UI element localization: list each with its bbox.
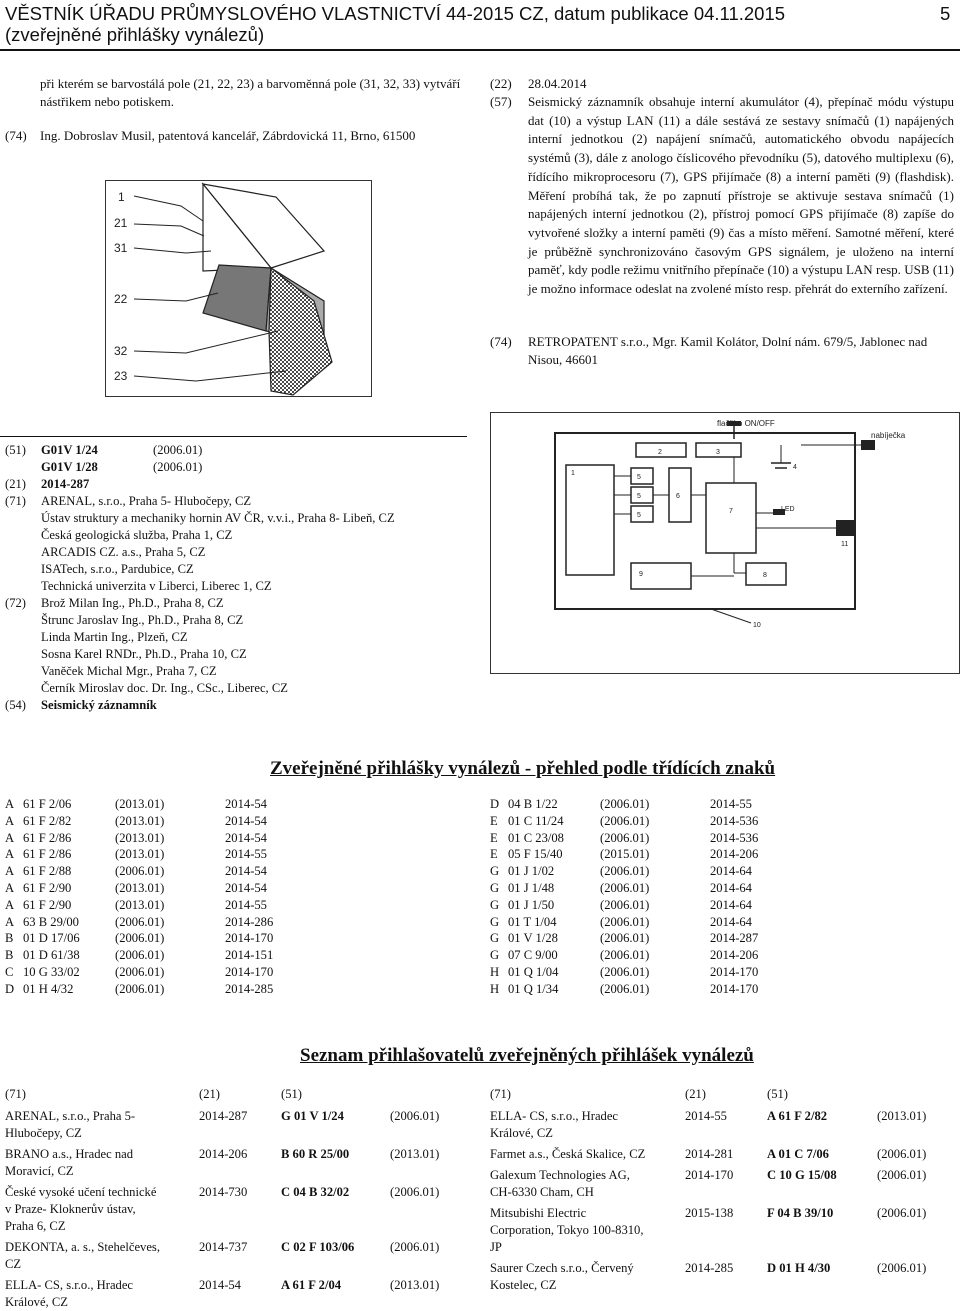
- class-code: C 02 F 103/06: [281, 1240, 355, 1254]
- class-code: 01 V 1/28: [508, 931, 558, 946]
- applicant-name: Praha 6, CZ: [5, 1219, 66, 1233]
- class-code: 04 B 1/22: [508, 797, 558, 811]
- code-54: (54): [5, 698, 26, 712]
- page-number: 5: [940, 3, 951, 24]
- class-code: 01 H 4/32: [23, 981, 74, 996]
- fig-label-1: 1: [118, 190, 125, 204]
- application-number: 2014-54: [225, 881, 267, 895]
- code-51: (51): [5, 443, 26, 457]
- fig-label-22: 22: [114, 292, 128, 306]
- application-number: 2014-206: [710, 948, 759, 963]
- class-version: (2013.01): [115, 830, 165, 845]
- code-57: (57): [490, 94, 512, 109]
- applicant-name: ELLA- CS, s.r.o., Hradec: [5, 1278, 134, 1292]
- section-letter: C: [5, 965, 14, 979]
- svg-text:11: 11: [841, 541, 849, 548]
- applicant-name: Saurer Czech s.r.o., Červený: [490, 1261, 634, 1275]
- svg-text:4: 4: [793, 464, 797, 471]
- application-number: 2014-54: [225, 797, 267, 811]
- header-title: VĚSTNÍK ÚŘADU PRŮMYSLOVÉHO VLASTNICTVÍ 44-2015 CZ, datum publikace 04.11.2015: [5, 3, 786, 24]
- application-number: 2014-55: [225, 847, 267, 862]
- class-version: (2006.01): [115, 981, 165, 996]
- section-letter: A: [5, 864, 15, 879]
- class-version: (2006.01): [600, 864, 650, 879]
- application-number: 2014-285: [225, 981, 274, 996]
- class-code: A 01 C 7/06: [767, 1147, 829, 1161]
- class-code: F 04 B 39/10: [767, 1206, 834, 1220]
- inventor: Vaněček Michal Mgr., Praha 7, CZ: [41, 664, 217, 678]
- inventor: Brož Milan Ing., Ph.D., Praha 8, CZ: [41, 596, 224, 610]
- classification-list-right: [490, 796, 950, 1006]
- section-letter: E: [490, 830, 498, 845]
- application-number: 2014-64: [710, 864, 752, 879]
- class-version: (2013.01): [115, 881, 165, 895]
- class-version: (2006.01): [115, 864, 165, 879]
- class-code: C 10 G 15/08: [767, 1168, 837, 1182]
- code-21: (21): [5, 477, 26, 491]
- class-version: (2013.01): [390, 1278, 440, 1292]
- section-letter: A: [5, 797, 15, 811]
- svg-text:5: 5: [637, 512, 641, 519]
- class-version: (2006.01): [115, 948, 165, 963]
- application-number: 2014-55: [710, 797, 752, 811]
- applicant-list-right: [490, 1086, 955, 1306]
- class-version: (2006.01): [877, 1147, 927, 1161]
- prev-entry-text: při kterém se barvostálá pole (21, 22, 23) a barvoměnná pole (31, 32, 33) vytváří nástřikem nebo potiskem.: [40, 76, 461, 109]
- section-letter: H: [490, 965, 500, 979]
- section-letter: B: [5, 948, 14, 963]
- application-number: 2015-138: [685, 1206, 734, 1220]
- column-header: (21): [685, 1087, 706, 1101]
- applicant-list-left: [5, 1086, 475, 1309]
- class-code: A 61 F 2/04: [281, 1278, 342, 1292]
- column-header: (51): [767, 1087, 788, 1101]
- class-code: 61 F 2/90: [23, 897, 72, 912]
- svg-text:9: 9: [639, 571, 643, 578]
- section-letter: A: [5, 813, 15, 828]
- application-number: 2014-170: [225, 931, 274, 946]
- applicant-name: Corporation, Tokyo 100-8310,: [490, 1223, 644, 1237]
- application-number: 2014-54: [225, 864, 267, 879]
- column-header: (71): [5, 1087, 26, 1101]
- applicant-name: CZ: [5, 1257, 22, 1271]
- applicant-name: Kostelec, CZ: [490, 1278, 557, 1292]
- abstract-text: Seismický záznamník obsahuje interní akumulátor (4), přepínač módu výstupu dat (10) a výstup LAN (11) a dále sestává ze sestavy snímačů (1) napájených interní jednotkou (2) napájení snímačů, automatického obvodu napájecích systémů (3), dále z anologo číslicového převodníku (5), datového multiplexu (6), řídícího mikroprocesoru (7), GPS přijímače (8) a interní paměti (9) (flashdisk). Měření probíhá tak, že po zapnutí přístroje se aktivuje sestava snímačů (1) napájených interní jednotkou (2), přístroj pomocí GPS přijímače (8) zapíše do vytvořené složky a interní paměti (9) čas a místo měření. Samotné měření, které je průběžně synchronizováno časovým GPS signálem, je uloženo na interní paměť, kdy podle režimu vnitřního přepínače (10) a výstupu LAN resp. USB (11) je možno informace odeslat na zvolené místo resp. přehrát do externího zařízení.: [528, 94, 954, 297]
- class-version: (2006.01): [390, 1240, 440, 1254]
- section-letter: A: [5, 914, 15, 929]
- class-version: (2006.01): [600, 797, 650, 811]
- section-letter: B: [5, 931, 14, 946]
- class-version: (2006.01): [600, 881, 650, 895]
- fig-label-21: 21: [114, 216, 128, 230]
- class-version: (2006.01): [115, 914, 165, 929]
- field-22: [203, 265, 271, 331]
- class-version: (2006.01): [600, 830, 650, 845]
- column-header: (51): [281, 1087, 302, 1101]
- class-version: (2013.01): [115, 897, 165, 912]
- application-number: 2014-737: [199, 1240, 248, 1254]
- section-letter: E: [490, 847, 498, 862]
- class-code: 01 J 1/48: [508, 881, 555, 895]
- class-code: 01 J 1/50: [508, 897, 555, 912]
- class-version: (2006.01): [600, 981, 650, 996]
- section-title-applicants: Seznam přihlašovatelů zveřejněných přihlášek vynálezů: [300, 1045, 754, 1066]
- class-code: C 04 B 32/02: [281, 1185, 350, 1199]
- class-code: 01 Q 1/34: [508, 981, 559, 996]
- class-version: (2006.01): [600, 813, 650, 828]
- class-version: (2006.01): [390, 1109, 440, 1123]
- class-code: D 01 H 4/30: [767, 1261, 831, 1275]
- applicant-name: BRANO a.s., Hradec nad: [5, 1147, 134, 1161]
- application-number: 2014-64: [710, 914, 752, 929]
- applicant: Ústav struktury a mechaniky hornin AV ČR, v.v.i., Praha 8- Libeň, CZ: [41, 511, 395, 525]
- class-version: (2006.01): [600, 931, 650, 946]
- applicant: Česká geologická služba, Praha 1, CZ: [41, 528, 233, 542]
- column-header: (71): [490, 1087, 511, 1101]
- class-code: 01 T 1/04: [508, 914, 557, 929]
- class-version: (2006.01): [877, 1206, 927, 1220]
- class-version: (2006.01): [390, 1185, 440, 1199]
- applicant-name: CH-6330 Cham, CH: [490, 1185, 594, 1199]
- class-code: 01 D 17/06: [23, 931, 80, 946]
- application-number: 2014-285: [685, 1261, 734, 1275]
- svg-text:8: 8: [763, 572, 767, 579]
- application-number: 2014-536: [710, 813, 759, 828]
- applicant-name: DEKONTA, a. s., Stehelčeves,: [5, 1240, 160, 1254]
- class-code: 01 C 23/08: [508, 830, 564, 845]
- class-code: 61 F 2/06: [23, 797, 72, 811]
- applicant-name: Farmet a.s., Česká Skalice, CZ: [490, 1147, 646, 1161]
- application-number: 2014-55: [225, 897, 267, 912]
- prev-entry-agent: Ing. Dobroslav Musil, patentová kancelář, Zábrdovická 11, Brno, 61500: [40, 128, 416, 143]
- application-number: 2014-64: [710, 881, 752, 895]
- block-diagram-figure: [490, 412, 960, 674]
- applicant-name: České vysoké učení technické: [5, 1185, 157, 1199]
- class-code: G 01 V 1/24: [281, 1109, 344, 1123]
- applicant-name: Mitsubishi Electric: [490, 1206, 587, 1220]
- class-code: 01 J 1/02: [508, 864, 555, 879]
- diagram-label-button: flačítko ON/OFF: [717, 419, 775, 428]
- application-number: 2014-536: [710, 830, 759, 845]
- class-2-version: (2006.01): [153, 460, 203, 474]
- fig-label-32: 32: [114, 344, 128, 358]
- class-code: 61 F 2/90: [23, 881, 72, 895]
- application-number: 2014-170: [685, 1168, 734, 1182]
- inventor: Štrunc Jaroslav Ing., Ph.D., Praha 8, CZ: [41, 613, 244, 627]
- class-version: (2013.01): [115, 847, 165, 862]
- page-header: [5, 3, 955, 45]
- application-number: 2014-170: [225, 965, 274, 979]
- class-version: (2013.01): [390, 1147, 440, 1161]
- applicant-name: Králové, CZ: [490, 1126, 553, 1140]
- class-version: (2006.01): [600, 897, 650, 912]
- section-letter: G: [490, 864, 500, 879]
- class-code: 63 B 29/00: [23, 914, 79, 929]
- application-number: 2014-64: [710, 897, 752, 912]
- svg-text:3: 3: [716, 449, 720, 456]
- class-2: G01V 1/28: [41, 460, 98, 474]
- class-1-version: (2006.01): [153, 443, 203, 457]
- applicant: Technická univerzita v Liberci, Liberec 1, CZ: [41, 579, 272, 593]
- applicant-name: ELLA- CS, s.r.o., Hradec: [490, 1109, 619, 1123]
- section-letter: A: [5, 881, 15, 895]
- class-code: 61 F 2/86: [23, 830, 72, 845]
- classification-list-left: [5, 796, 465, 1006]
- application-number: 2014-55: [685, 1109, 727, 1123]
- application-number: 2014-170: [710, 981, 759, 996]
- application-number: 2014-54: [225, 813, 267, 828]
- svg-text:5: 5: [637, 474, 641, 481]
- section-letter: G: [490, 931, 500, 946]
- biblio-rule: [0, 436, 467, 437]
- section-letter: G: [490, 914, 500, 929]
- application-number: 2014-286: [225, 914, 274, 929]
- class-1: G01V 1/24: [41, 443, 98, 457]
- invention-title: Seismický záznamník: [41, 698, 157, 712]
- svg-text:6: 6: [676, 493, 680, 500]
- color-fields-drawing: [106, 181, 371, 396]
- applicant: ARENAL, s.r.o., Praha 5- Hlubočepy, CZ: [41, 494, 252, 508]
- application-number: 2014-287: [41, 477, 90, 491]
- inventor: Linda Martin Ing., Plzeň, CZ: [41, 630, 188, 644]
- application-number: 2014-206: [199, 1147, 248, 1161]
- header-subtitle: (zveřejněné přihlášky vynálezů): [5, 24, 265, 45]
- application-number: 2014-206: [710, 847, 759, 862]
- class-code: B 60 R 25/00: [281, 1147, 350, 1161]
- class-code: 01 D 61/38: [23, 948, 80, 963]
- application-number: 2014-54: [199, 1278, 241, 1292]
- class-code: 01 C 11/24: [508, 813, 564, 828]
- application-number: 2014-730: [199, 1185, 248, 1199]
- code-71: (71): [5, 494, 26, 508]
- applicant-name: JP: [490, 1240, 502, 1254]
- section-title-classification: Zveřejněné přihlášky vynálezů - přehled podle třídících znaků: [270, 758, 776, 779]
- section-letter: H: [490, 981, 500, 996]
- section-letter: E: [490, 813, 498, 828]
- code-72: (72): [5, 596, 26, 610]
- class-version: (2006.01): [600, 965, 650, 979]
- section-letter: A: [5, 830, 15, 845]
- class-version: (2006.01): [115, 931, 165, 946]
- section-letter: D: [5, 981, 15, 996]
- inventor: Sosna Karel RNDr., Ph.D., Praha 10, CZ: [41, 647, 247, 661]
- svg-text:7: 7: [729, 508, 733, 515]
- class-code: 61 F 2/88: [23, 864, 72, 879]
- applicant-name: v Praze- Kloknerův ústav,: [5, 1202, 136, 1216]
- application-number: 2014-281: [685, 1147, 734, 1161]
- section-letter: G: [490, 897, 500, 912]
- class-code: 05 F 15/40: [508, 847, 563, 862]
- filing-date: 28.04.2014: [528, 76, 587, 91]
- agent: RETROPATENT s.r.o., Mgr. Kamil Kolátor, Dolní nám. 679/5, Jablonec nad Nisou, 46601: [528, 334, 928, 367]
- block-diagram: [491, 413, 959, 673]
- applicant-name: Moravicí, CZ: [5, 1164, 74, 1178]
- class-version: (2015.01): [600, 847, 650, 862]
- section-letter: G: [490, 881, 500, 895]
- applicant: ISATech, s.r.o., Pardubice, CZ: [41, 562, 194, 576]
- class-code: 01 Q 1/04: [508, 965, 559, 979]
- svg-text:10: 10: [753, 622, 761, 629]
- header-rule: [0, 49, 960, 51]
- section-letter: D: [490, 797, 500, 811]
- class-version: (2006.01): [877, 1168, 927, 1182]
- class-code: 10 G 33/02: [23, 965, 80, 979]
- code-22: (22): [490, 76, 512, 91]
- prev-entry-code74: (74): [5, 128, 27, 143]
- application-number: 2014-287: [199, 1109, 248, 1123]
- applicant-name: ARENAL, s.r.o., Praha 5-: [5, 1109, 136, 1123]
- class-version: (2006.01): [600, 948, 650, 963]
- fig-label-31: 31: [114, 241, 128, 255]
- class-code: 07 C 9/00: [508, 948, 558, 963]
- section-letter: G: [490, 948, 500, 963]
- svg-text:5: 5: [637, 493, 641, 500]
- application-number: 2014-170: [710, 965, 759, 979]
- applicant-name: Králové, CZ: [5, 1295, 68, 1309]
- color-fields-figure: [105, 180, 372, 397]
- application-number: 2014-54: [225, 830, 267, 845]
- code-74: (74): [490, 334, 512, 349]
- class-version: (2013.01): [877, 1109, 927, 1123]
- section-letter: A: [5, 897, 15, 912]
- class-code: 61 F 2/82: [23, 813, 72, 828]
- class-code: A 61 F 2/82: [767, 1109, 828, 1123]
- class-version: (2013.01): [115, 797, 165, 811]
- class-version: (2006.01): [115, 965, 165, 979]
- applicant: ARCADIS CZ. a.s., Praha 5, CZ: [41, 545, 206, 559]
- class-code: 61 F 2/86: [23, 847, 72, 862]
- biblio-block: [5, 442, 475, 712]
- section-letter: A: [5, 847, 15, 862]
- application-number: 2014-287: [710, 931, 759, 946]
- application-number: 2014-151: [225, 948, 274, 963]
- class-version: (2006.01): [877, 1261, 927, 1275]
- applicant-name: Galexum Technologies AG,: [490, 1168, 630, 1182]
- diagram-label-led: LED: [781, 506, 795, 513]
- diagram-label-charger: nabíječka: [871, 431, 906, 440]
- svg-text:2: 2: [658, 449, 662, 456]
- applicant-name: Hlubočepy, CZ: [5, 1126, 82, 1140]
- column-header: (21): [199, 1087, 220, 1101]
- svg-text:1: 1: [571, 470, 575, 477]
- inventor: Černík Miroslav doc. Dr. Ing., CSc., Liberec, CZ: [41, 681, 288, 695]
- class-version: (2006.01): [600, 914, 650, 929]
- fig-label-23: 23: [114, 369, 128, 383]
- class-version: (2013.01): [115, 813, 165, 828]
